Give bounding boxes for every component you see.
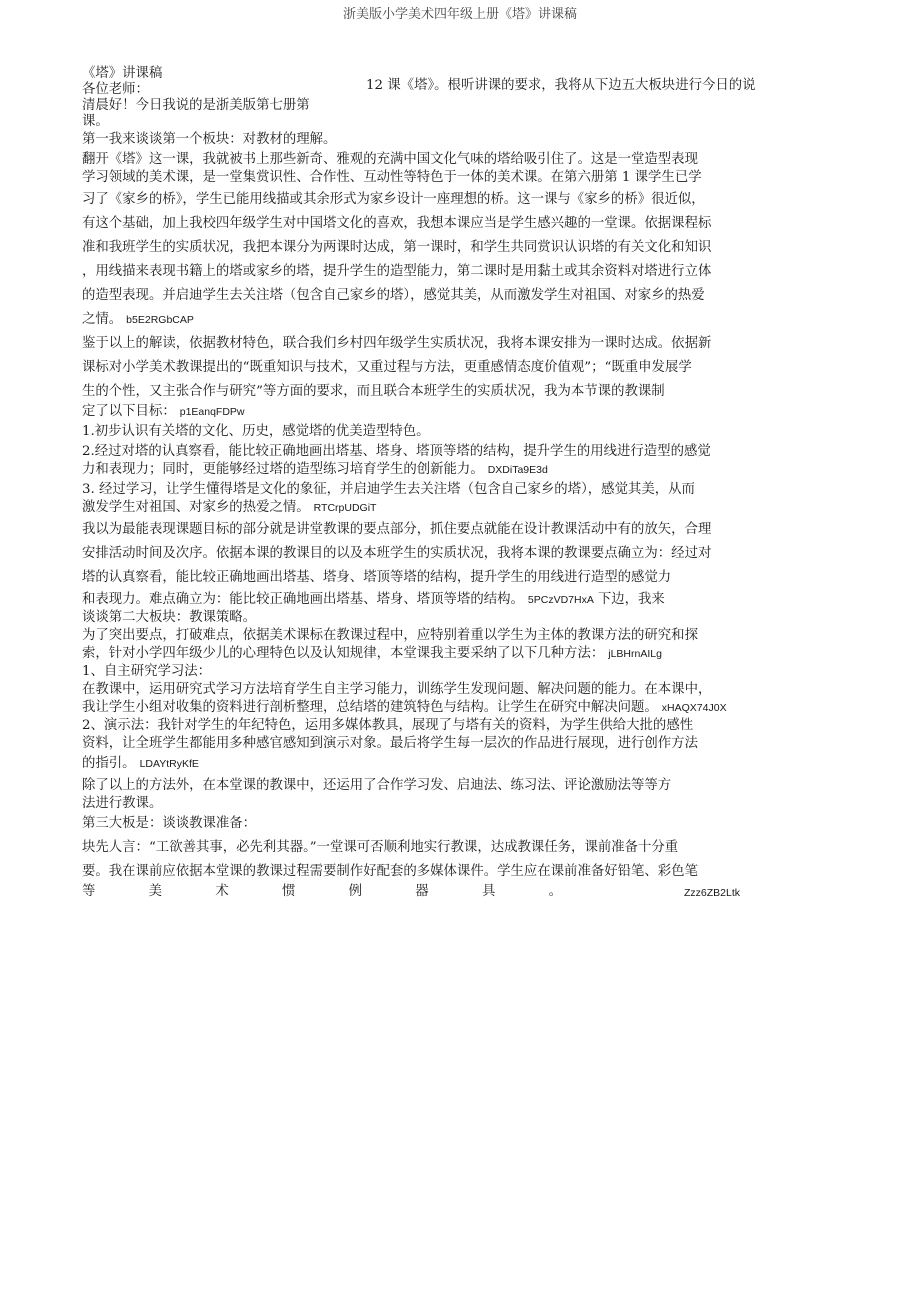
text-line — [82, 132, 792, 148]
line-text: 学习领域的美术课，是一堂集赏识性、合作性、互动性等特色于一体的美术课。在第六册第 1 课学生已学 — [82, 170, 702, 185]
line-text: 定了以下目标： — [82, 404, 176, 419]
line-text: 2.经过对塔的认真察看，能比较正确地画出塔基、塔身、塔顶等塔的结构，提升学生的用线进行造型的感觉 — [82, 444, 711, 459]
line-text: 1、自主研究学习法： — [82, 664, 212, 679]
spaced-char: 。 — [548, 884, 562, 899]
ref-code: RTCrpUDGiT — [313, 502, 377, 514]
text-line — [82, 288, 792, 304]
line-text: 激发学生对祖国、对家乡的热爱之情。 — [82, 500, 310, 515]
text-line — [82, 864, 792, 880]
ref-code: 5PCzVD7HxA — [527, 594, 594, 606]
document-body — [82, 66, 792, 900]
line-text: 课标对小学美术教课提出的“既重知识与技术，又重过程与方法，更重感情态度价值观”；“既重申发展学 — [82, 360, 692, 375]
line-text: 的造型表现。并启迪学生去关注塔（包含自己家乡的塔），感觉其美，从而激发学生对祖国、对家乡的热爱 — [82, 288, 705, 303]
line-text: 我让学生小组对收集的资料进行剖析整理，总结塔的建筑特色与结构。让学生在研究中解决问题。 — [82, 700, 658, 715]
line-text: 鉴于以上的解读，依据教材特色，联合我们乡村四年级学生实质状况，我将本课安排为一课时达成。依据新 — [82, 336, 712, 351]
ref-code: xHAQX74J0X — [661, 702, 727, 714]
text-line — [82, 736, 792, 752]
text-line — [82, 192, 792, 208]
line-text: 之情。 — [82, 312, 123, 327]
page-header: 浙美版小学美术四年级上册《塔》讲课稿 — [342, 7, 577, 22]
text-line — [82, 546, 792, 562]
line-text: 生的个性，又主张合作与研究”等方面的要求，而且联合本班学生的实质状况，我为本节课的教课制 — [82, 384, 665, 399]
text-line — [82, 170, 792, 186]
text-line — [82, 444, 792, 460]
spaced-char: 术 — [215, 884, 229, 899]
ref-code: b5E2RGbCAP — [126, 314, 194, 326]
spaced-char: 例 — [348, 884, 363, 899]
intro-line: 课。 — [82, 114, 109, 129]
line-text: 要。我在课前应依据本堂课的教课过程需要制作好配套的多媒体课件。学生应在课前准备好铅笔、彩色笔 — [82, 864, 698, 879]
line-text: 和表现力。难点确立为：能比较正确地画出塔基、塔身、塔顶等塔的结构。 — [82, 592, 524, 607]
text-line — [82, 816, 792, 832]
text-line — [82, 628, 792, 644]
document-title: 《塔》讲课稿 — [82, 66, 163, 81]
text-line — [82, 778, 792, 794]
line-text: 力和表现力；同时，更能够经过塔的造型练习培育学生的创新能力。 — [82, 462, 484, 477]
text-line — [82, 840, 792, 856]
ref-code: LDAYtRyKfE — [139, 758, 199, 770]
spaced-char: 器 — [415, 884, 429, 899]
line-text: 安排活动时间及次序。依据本课的教课目的以及本班学生的实质状况，我将本课的教课要点确立为：经过对 — [82, 546, 712, 561]
text-line — [82, 500, 792, 516]
text-line — [82, 424, 792, 440]
line-text: 除了以上的方法外，在本堂课的教课中，还运用了合作学习发、启迪法、练习法、评论激励法等等方 — [82, 778, 672, 793]
spaced-char: 具 — [481, 884, 496, 899]
final-spaced-text — [82, 884, 562, 900]
text-line — [82, 796, 792, 812]
greeting: 各位老师： — [82, 82, 149, 97]
line-text: 第一我来谈谈第一个板块：对教材的理解。 — [82, 132, 337, 147]
line-text: 的指引。 — [82, 756, 136, 771]
text-line — [82, 700, 792, 716]
ref-code: Zzz6ZB2Ltk — [684, 887, 741, 899]
text-line — [82, 570, 792, 586]
intro-line: 清晨好！今日我说的是浙美版第七册第 — [82, 98, 310, 113]
line-text: 翻开《塔》这一课，我就被书上那些新奇、雅观的充满中国文化气味的塔给吸引住了。这是一堂造型表现 — [82, 152, 698, 167]
line-text: 2、演示法：我针对学生的年纪特色，运用多媒体教具，展现了与塔有关的资料，为学生供给大批的感性 — [82, 718, 694, 733]
line-text: 习了《家乡的桥》，学生已能用线描或其余形式为家乡设计一座理想的桥。这一课与《家乡的桥》很近似， — [82, 192, 705, 207]
line-text: 为了突出要点，打破难点，依据美术课标在教课过程中，应特别着重以学生为主体的教课方法的研究和探 — [82, 628, 698, 643]
line-text: 块先人言：“工欲善其事，必先利其器。”一堂课可否顺利地实行教课，达成教课任务，课前准备十分重 — [82, 840, 679, 855]
line-text: ，用线描来表现书籍上的塔或家乡的塔，提升学生的造型能力，第二课时是用黏土或其余资料对塔进行立体 — [82, 264, 712, 279]
text-line — [82, 682, 792, 698]
greeting-line — [82, 78, 792, 98]
spaced-char: 美 — [148, 884, 163, 899]
paragraph-lines — [82, 132, 792, 880]
text-line — [82, 718, 792, 734]
line-text: 我以为最能表现课题目标的部分就是讲堂教课的要点部分，抓住要点就能在设计教课活动中有的放矢，合理 — [82, 522, 712, 537]
text-line — [82, 610, 792, 626]
text-line — [82, 756, 792, 772]
text-line — [82, 216, 792, 232]
text-line — [82, 664, 792, 680]
text-line — [82, 360, 792, 376]
line-text: 法进行教课。 — [82, 796, 163, 811]
text-line — [82, 264, 792, 280]
text-line — [82, 404, 792, 420]
text-line — [82, 240, 792, 256]
line-text: 第三大板是：谈谈教课准备： — [82, 816, 257, 831]
spaced-char: 惯 — [281, 884, 296, 899]
text-line — [82, 462, 792, 478]
spaced-char: 等 — [82, 884, 96, 899]
text-line — [82, 312, 792, 328]
line-tail: 下边，我来 — [597, 592, 665, 607]
line-text: 准和我班学生的实质状况，我把本课分为两课时达成，第一课时，和学生共同赏识认识塔的有关文化和知识 — [82, 240, 712, 255]
intro-right-text: 12 课《塔》。根听讲课的要求，我将从下边五大板块进行今日的说 — [366, 78, 756, 93]
text-line — [82, 384, 792, 400]
line-text: 谈谈第二大板块：教课策略。 — [82, 610, 257, 625]
ref-code: p1EanqFDPw — [179, 406, 245, 418]
ref-code: jLBHrnAILg — [608, 648, 662, 660]
line-text: 资料，让全班学生都能用多种感官感知到演示对象。最后将学生每一层次的作品进行展现，进行创作方法 — [82, 736, 698, 751]
line-text: 索，针对小学四年级少儿的心理特色以及认知规律，本堂课我主要采纳了以下几种方法： — [82, 646, 605, 661]
line-text: 有这个基础，加上我校四年级学生对中国塔文化的喜欢，我想本课应当是学生感兴趣的一堂课。依据课程标 — [82, 216, 712, 231]
line-text: 在教课中，运用研究式学习方法培育学生自主学习能力，训练学生发现问题、解决问题的能力。在本课中， — [82, 682, 712, 697]
text-line — [82, 646, 792, 662]
line-text: 塔的认真察看，能比较正确地画出塔基、塔身、塔顶等塔的结构，提升学生的用线进行造型的感觉力 — [82, 570, 672, 585]
text-line — [82, 336, 792, 352]
line-text: 3. 经过学习，让学生懂得塔是文化的象征，并启迪学生去关注塔（包含自己家乡的塔），感觉其美，从而 — [82, 482, 695, 497]
text-line — [82, 152, 792, 168]
text-line — [82, 522, 792, 538]
line-text: 1.初步认识有关塔的文化、历史，感觉塔的优美造型特色。 — [82, 424, 430, 439]
text-line — [82, 592, 792, 608]
text-line — [82, 482, 792, 498]
ref-code: DXDiTa9E3d — [487, 464, 548, 476]
final-line — [82, 884, 792, 900]
